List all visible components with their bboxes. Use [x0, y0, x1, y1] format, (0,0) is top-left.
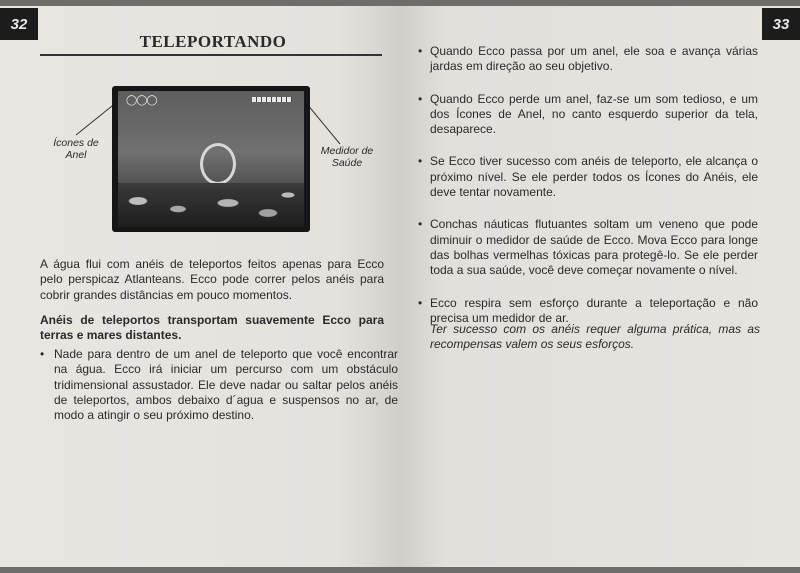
bullet-dot: •: [418, 154, 423, 169]
bullet-dot: •: [40, 347, 45, 361]
list-item: [418, 217, 758, 278]
section-subheading: Anéis de teleportos transportam suavemente Ecco para terras e mares distantes.: [40, 313, 384, 343]
right-page: [398, 6, 800, 567]
list-item-text: Quando Ecco passa por um anel, ele soa e avança várias jardas em direção ao seu objetivo.: [430, 44, 758, 74]
bullet-dot: •: [418, 217, 423, 232]
callout-ring-icons: Ícones de Anel: [53, 137, 99, 161]
callout-health-meter: Medidor de Saúde: [320, 145, 374, 169]
game-screenshot: [112, 86, 310, 232]
bullet-dot: •: [418, 91, 423, 106]
page-number-right: 33: [762, 8, 800, 40]
underwater-scene: [118, 91, 304, 227]
ring-icons: ◯◯◯: [126, 95, 157, 106]
list-item: [418, 154, 758, 200]
page-title: TELEPORTANDO: [139, 32, 287, 51]
list-item: [418, 44, 758, 75]
list-item-text: Conchas náuticas flutuantes soltam um veneno que pode diminuir o medidor de saúde de Ecco. Mova Ecco para longe das bolhas vermelhas tóxicas para protegê-lo. Se ele perder toda a sua saúde, você deve começar novamente o nível.: [430, 217, 758, 278]
list-item-text: Ecco respira sem esforço durante a teleportação e não precisa um medidor de ar.: [430, 295, 758, 325]
right-bullet-list: [418, 44, 758, 343]
left-page: [0, 6, 398, 567]
bullet-dot: •: [418, 295, 423, 310]
closing-note: Ter sucesso com os anéis requer alguma prática, mas as recompensas valem os seus esforços.: [430, 322, 760, 352]
list-item-text: Se Ecco tiver sucesso com anéis de teleporto, ele alcança o próximo nível. Se ele perder todos os Ícones do Anéis, ele deve tentar novamente.: [430, 154, 758, 200]
intro-paragraph: A água flui com anéis de teleportos feitos apenas para Ecco pelo perspicaz Atlanteans. Ecco pode correr pelos anéis para cobrir grandes distâncias em pouco momentos.: [40, 257, 384, 302]
bullet-item: [40, 347, 398, 423]
health-meter: [252, 97, 292, 102]
bullet-text: Nade para dentro de um anel de teleporto que você encontrar na água. Ecco irá iniciar um percurso com um obstáculo tridimensional assustador. Ele deve nadar ou saltar pelos anéis de teleportos, ambos debaixo d´agua e suspensos no ar, de modo a atingir o seu próximo destino.: [54, 347, 398, 423]
page-number-left: 32: [0, 8, 38, 40]
teleport-ring: [200, 143, 236, 185]
list-item-text: Quando Ecco perde um anel, faz-se um som tedioso, e um dos Ícones de Anel, no canto esquerdo superior da tela, desaparece.: [430, 91, 758, 137]
list-item: [418, 92, 758, 138]
seabed-rocks: [118, 183, 304, 227]
bullet-dot: •: [418, 44, 423, 58]
